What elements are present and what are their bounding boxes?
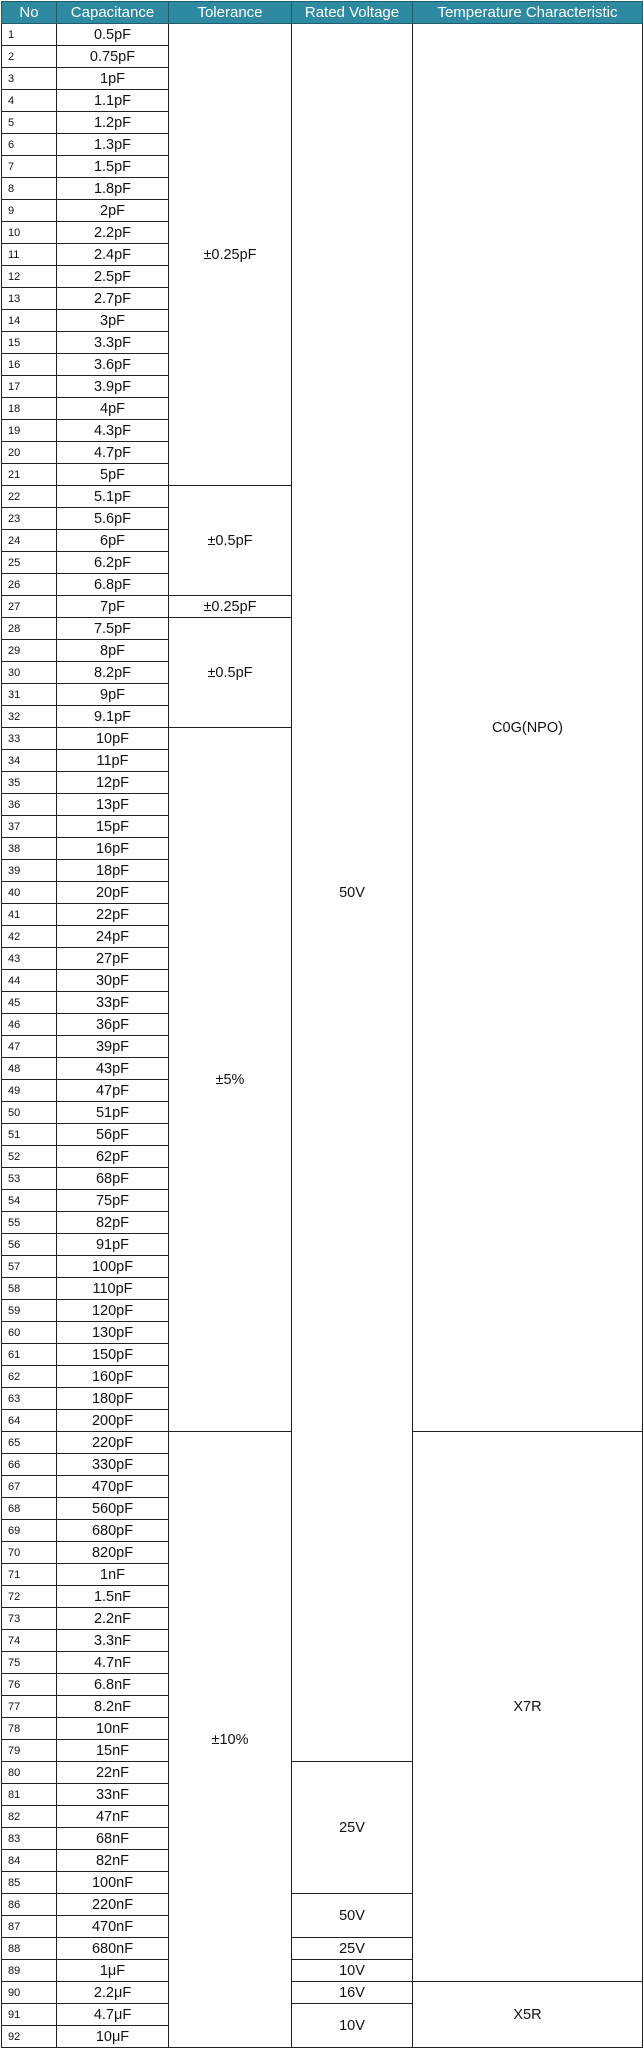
capacitance-cell: 2.2μF (57, 1982, 169, 2004)
capacitance-cell: 2.4pF (57, 244, 169, 266)
row-number: 7 (2, 156, 57, 178)
table-body (2, 24, 643, 2048)
capacitance-cell: 680pF (57, 1520, 169, 1542)
capacitance-cell: 68nF (57, 1828, 169, 1850)
row-number: 10 (2, 222, 57, 244)
capacitance-cell: 4.7pF (57, 442, 169, 464)
row-number: 53 (2, 1168, 57, 1190)
capacitance-cell: 5.6pF (57, 508, 169, 530)
row-number: 81 (2, 1784, 57, 1806)
capacitance-cell: 3pF (57, 310, 169, 332)
row-number: 1 (2, 24, 57, 46)
row-number: 82 (2, 1806, 57, 1828)
row-number: 4 (2, 90, 57, 112)
row-number: 71 (2, 1564, 57, 1586)
row-number: 27 (2, 596, 57, 618)
row-number: 40 (2, 882, 57, 904)
row-number: 35 (2, 772, 57, 794)
row-number: 58 (2, 1278, 57, 1300)
row-number: 43 (2, 948, 57, 970)
capacitance-cell: 11pF (57, 750, 169, 772)
capacitance-cell: 2.2nF (57, 1608, 169, 1630)
capacitance-cell: 0.75pF (57, 46, 169, 68)
row-number: 63 (2, 1388, 57, 1410)
row-number: 57 (2, 1256, 57, 1278)
capacitance-cell: 22pF (57, 904, 169, 926)
row-number: 85 (2, 1872, 57, 1894)
row-number: 92 (2, 2026, 57, 2048)
header-row (2, 2, 643, 24)
row-number: 91 (2, 2004, 57, 2026)
row-number: 49 (2, 1080, 57, 1102)
row-number: 65 (2, 1432, 57, 1454)
temperature-characteristic-cell: X7R (413, 1432, 643, 1982)
row-number: 80 (2, 1762, 57, 1784)
row-number: 77 (2, 1696, 57, 1718)
row-number: 32 (2, 706, 57, 728)
capacitance-cell: 24pF (57, 926, 169, 948)
row-number: 56 (2, 1234, 57, 1256)
row-number: 42 (2, 926, 57, 948)
capacitance-cell: 470nF (57, 1916, 169, 1938)
row-number: 9 (2, 200, 57, 222)
capacitance-cell: 1.2pF (57, 112, 169, 134)
capacitance-cell: 120pF (57, 1300, 169, 1322)
capacitance-cell: 1pF (57, 68, 169, 90)
capacitance-cell: 2.5pF (57, 266, 169, 288)
temperature-characteristic-cell: C0G(NPO) (413, 24, 643, 1432)
row-number: 15 (2, 332, 57, 354)
tolerance-cell: ±0.25pF (169, 596, 292, 618)
row-number: 20 (2, 442, 57, 464)
capacitance-cell: 16pF (57, 838, 169, 860)
header-temperature-characteristic: Temperature Characteristic (413, 2, 643, 24)
capacitance-cell: 4.7μF (57, 2004, 169, 2026)
row-number: 76 (2, 1674, 57, 1696)
capacitance-cell: 2.7pF (57, 288, 169, 310)
table-row (2, 24, 643, 46)
table-row (2, 1982, 643, 2004)
row-number: 61 (2, 1344, 57, 1366)
capacitance-cell: 47nF (57, 1806, 169, 1828)
rated-voltage-cell: 10V (292, 1960, 413, 1982)
row-number: 36 (2, 794, 57, 816)
capacitance-cell: 13pF (57, 794, 169, 816)
capacitance-cell: 180pF (57, 1388, 169, 1410)
row-number: 31 (2, 684, 57, 706)
capacitance-cell: 820pF (57, 1542, 169, 1564)
capacitance-cell: 43pF (57, 1058, 169, 1080)
row-number: 51 (2, 1124, 57, 1146)
capacitance-cell: 12pF (57, 772, 169, 794)
capacitance-cell: 2.2pF (57, 222, 169, 244)
capacitance-cell: 75pF (57, 1190, 169, 1212)
capacitance-cell: 130pF (57, 1322, 169, 1344)
capacitance-cell: 1.3pF (57, 134, 169, 156)
row-number: 83 (2, 1828, 57, 1850)
capacitance-cell: 9.1pF (57, 706, 169, 728)
row-number: 17 (2, 376, 57, 398)
row-number: 52 (2, 1146, 57, 1168)
row-number: 75 (2, 1652, 57, 1674)
row-number: 64 (2, 1410, 57, 1432)
rated-voltage-cell: 10V (292, 2004, 413, 2048)
row-number: 33 (2, 728, 57, 750)
capacitance-cell: 160pF (57, 1366, 169, 1388)
row-number: 44 (2, 970, 57, 992)
capacitance-cell: 330pF (57, 1454, 169, 1476)
capacitor-spec-table (1, 1, 643, 2048)
header-capacitance: Capacitance (57, 2, 169, 24)
capacitance-cell: 8.2nF (57, 1696, 169, 1718)
capacitance-cell: 7.5pF (57, 618, 169, 640)
capacitance-cell: 560pF (57, 1498, 169, 1520)
capacitance-cell: 110pF (57, 1278, 169, 1300)
tolerance-cell: ±0.5pF (169, 618, 292, 728)
capacitance-cell: 62pF (57, 1146, 169, 1168)
capacitance-cell: 82nF (57, 1850, 169, 1872)
capacitance-cell: 9pF (57, 684, 169, 706)
capacitance-cell: 6.8pF (57, 574, 169, 596)
row-number: 34 (2, 750, 57, 772)
row-number: 48 (2, 1058, 57, 1080)
capacitance-cell: 220nF (57, 1894, 169, 1916)
rated-voltage-cell: 25V (292, 1762, 413, 1894)
row-number: 46 (2, 1014, 57, 1036)
capacitance-cell: 6.8nF (57, 1674, 169, 1696)
row-number: 3 (2, 68, 57, 90)
capacitance-cell: 10pF (57, 728, 169, 750)
row-number: 13 (2, 288, 57, 310)
row-number: 89 (2, 1960, 57, 1982)
capacitance-cell: 5.1pF (57, 486, 169, 508)
capacitance-cell: 680nF (57, 1938, 169, 1960)
capacitance-cell: 8.2pF (57, 662, 169, 684)
capacitance-cell: 150pF (57, 1344, 169, 1366)
capacitance-cell: 200pF (57, 1410, 169, 1432)
row-number: 2 (2, 46, 57, 68)
rated-voltage-cell: 25V (292, 1938, 413, 1960)
capacitance-cell: 3.3pF (57, 332, 169, 354)
row-number: 21 (2, 464, 57, 486)
row-number: 39 (2, 860, 57, 882)
capacitance-cell: 3.3nF (57, 1630, 169, 1652)
capacitance-cell: 100nF (57, 1872, 169, 1894)
row-number: 22 (2, 486, 57, 508)
capacitance-cell: 2pF (57, 200, 169, 222)
capacitance-cell: 6.2pF (57, 552, 169, 574)
capacitance-cell: 10nF (57, 1718, 169, 1740)
capacitance-cell: 33pF (57, 992, 169, 1014)
capacitance-cell: 5pF (57, 464, 169, 486)
capacitance-cell: 33nF (57, 1784, 169, 1806)
capacitance-cell: 1.1pF (57, 90, 169, 112)
capacitance-cell: 470pF (57, 1476, 169, 1498)
capacitance-cell: 1.5pF (57, 156, 169, 178)
row-number: 84 (2, 1850, 57, 1872)
row-number: 66 (2, 1454, 57, 1476)
row-number: 45 (2, 992, 57, 1014)
row-number: 47 (2, 1036, 57, 1058)
row-number: 11 (2, 244, 57, 266)
capacitance-cell: 18pF (57, 860, 169, 882)
row-number: 87 (2, 1916, 57, 1938)
row-number: 37 (2, 816, 57, 838)
header-no: No (2, 2, 57, 24)
row-number: 19 (2, 420, 57, 442)
row-number: 69 (2, 1520, 57, 1542)
capacitance-cell: 51pF (57, 1102, 169, 1124)
capacitance-cell: 1.5nF (57, 1586, 169, 1608)
row-number: 8 (2, 178, 57, 200)
row-number: 73 (2, 1608, 57, 1630)
capacitance-cell: 3.9pF (57, 376, 169, 398)
capacitance-cell: 6pF (57, 530, 169, 552)
row-number: 41 (2, 904, 57, 926)
tolerance-cell: ±0.5pF (169, 486, 292, 596)
capacitance-cell: 47pF (57, 1080, 169, 1102)
capacitance-cell: 30pF (57, 970, 169, 992)
row-number: 72 (2, 1586, 57, 1608)
capacitance-cell: 7pF (57, 596, 169, 618)
capacitance-cell: 68pF (57, 1168, 169, 1190)
row-number: 16 (2, 354, 57, 376)
rated-voltage-cell: 50V (292, 24, 413, 1762)
capacitance-cell: 4pF (57, 398, 169, 420)
row-number: 18 (2, 398, 57, 420)
row-number: 25 (2, 552, 57, 574)
rated-voltage-cell: 50V (292, 1894, 413, 1938)
capacitance-cell: 8pF (57, 640, 169, 662)
capacitance-cell: 220pF (57, 1432, 169, 1454)
header-rated-voltage: Rated Voltage (292, 2, 413, 24)
capacitance-cell: 20pF (57, 882, 169, 904)
row-number: 23 (2, 508, 57, 530)
capacitance-cell: 4.7nF (57, 1652, 169, 1674)
capacitance-cell: 4.3pF (57, 420, 169, 442)
capacitance-cell: 27pF (57, 948, 169, 970)
row-number: 68 (2, 1498, 57, 1520)
row-number: 74 (2, 1630, 57, 1652)
capacitance-cell: 15nF (57, 1740, 169, 1762)
capacitance-cell: 1.8pF (57, 178, 169, 200)
row-number: 90 (2, 1982, 57, 2004)
capacitance-cell: 1nF (57, 1564, 169, 1586)
capacitance-cell: 82pF (57, 1212, 169, 1234)
tolerance-cell: ±5% (169, 728, 292, 1432)
row-number: 5 (2, 112, 57, 134)
capacitance-cell: 10μF (57, 2026, 169, 2048)
row-number: 6 (2, 134, 57, 156)
row-number: 26 (2, 574, 57, 596)
capacitance-cell: 0.5pF (57, 24, 169, 46)
capacitance-cell: 39pF (57, 1036, 169, 1058)
row-number: 67 (2, 1476, 57, 1498)
capacitance-cell: 36pF (57, 1014, 169, 1036)
capacitance-cell: 22nF (57, 1762, 169, 1784)
row-number: 54 (2, 1190, 57, 1212)
capacitance-cell: 1μF (57, 1960, 169, 1982)
row-number: 88 (2, 1938, 57, 1960)
capacitance-cell: 15pF (57, 816, 169, 838)
tolerance-cell: ±0.25pF (169, 24, 292, 486)
row-number: 70 (2, 1542, 57, 1564)
tolerance-cell: ±10% (169, 1432, 292, 2048)
row-number: 55 (2, 1212, 57, 1234)
row-number: 30 (2, 662, 57, 684)
row-number: 79 (2, 1740, 57, 1762)
row-number: 14 (2, 310, 57, 332)
row-number: 60 (2, 1322, 57, 1344)
row-number: 50 (2, 1102, 57, 1124)
header-tolerance: Tolerance (169, 2, 292, 24)
row-number: 29 (2, 640, 57, 662)
row-number: 62 (2, 1366, 57, 1388)
row-number: 59 (2, 1300, 57, 1322)
capacitance-cell: 3.6pF (57, 354, 169, 376)
rated-voltage-cell: 16V (292, 1982, 413, 2004)
row-number: 78 (2, 1718, 57, 1740)
row-number: 24 (2, 530, 57, 552)
temperature-characteristic-cell: X5R (413, 1982, 643, 2048)
row-number: 12 (2, 266, 57, 288)
capacitance-cell: 56pF (57, 1124, 169, 1146)
capacitance-cell: 100pF (57, 1256, 169, 1278)
row-number: 28 (2, 618, 57, 640)
row-number: 38 (2, 838, 57, 860)
capacitance-cell: 91pF (57, 1234, 169, 1256)
row-number: 86 (2, 1894, 57, 1916)
